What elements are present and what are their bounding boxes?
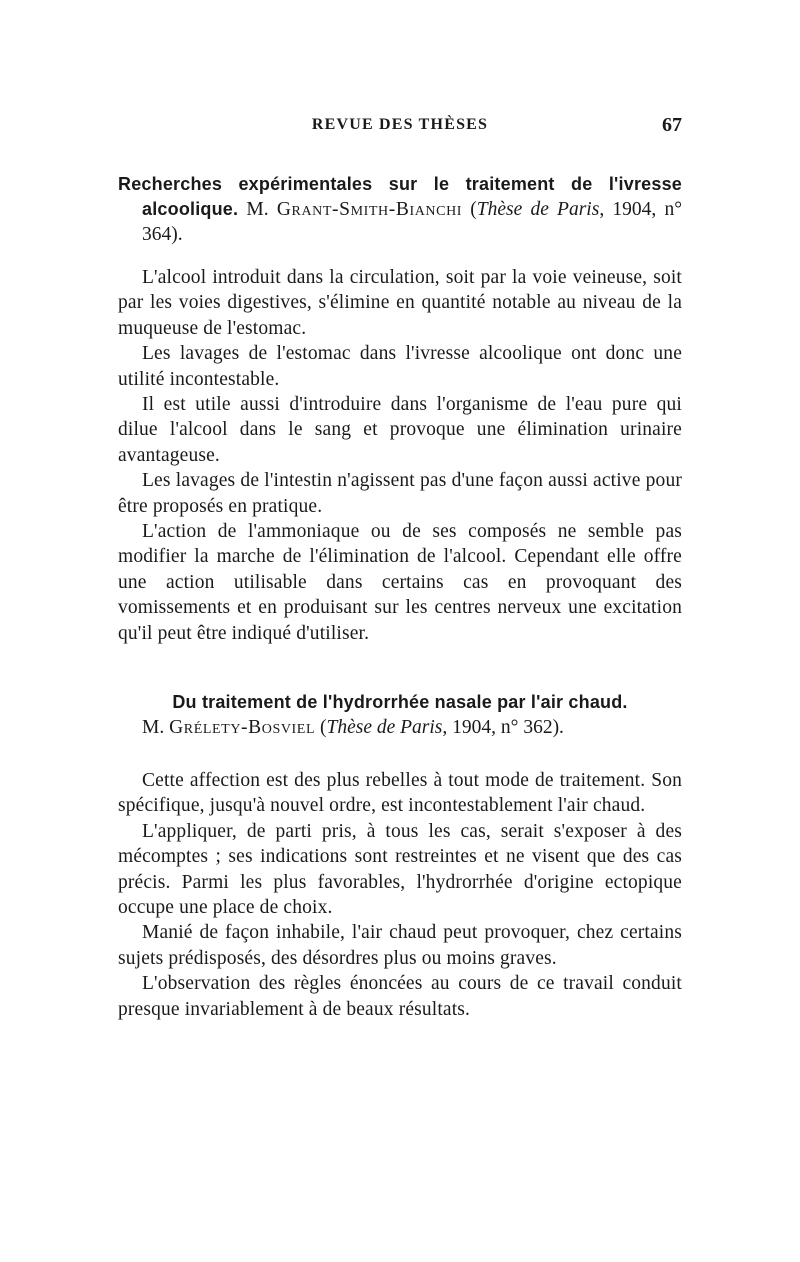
article-source: Thèse de Paris (326, 717, 443, 738)
article-alcohol-intoxication (118, 172, 682, 646)
source-details: , 1904, n° 364). (142, 199, 683, 245)
article-title: Du traitement de l'hydrorrhée nasale par l'air chaud. (172, 692, 628, 712)
source-open: ( (319, 717, 327, 738)
paragraph: L'action de l'ammoniaque ou de ses composés ne semble pas modifier la marche de l'élimination de l'alcool. Cependant elle offre une action utilisable dans certains cas en provoquant des vomissements et en produisant sur les centres nerveux une excitation qu'il peut être indiqué d'utiliser. (118, 521, 682, 644)
page-number: 67 (662, 114, 682, 136)
paragraph: Manié de façon inhabile, l'air chaud peut provoquer, chez certains sujets prédisposés, des désordres plus ou moins graves. (118, 922, 682, 969)
running-title: REVUE DES THÈSES (311, 116, 489, 133)
article-heading (118, 172, 682, 247)
article-body (118, 768, 682, 1022)
author-prefix: M. (246, 199, 269, 220)
article-byline (118, 715, 682, 740)
article-author: Grélety-Bosviel (169, 717, 316, 738)
paragraph: Il est utile aussi d'introduire dans l'organisme de l'eau pure qui dilue l'alcool dans le sang et provoque une élimination urinaire avantageuse. (118, 394, 682, 466)
article-author: Grant-Smith-Bianchi (276, 199, 463, 220)
paragraph: Cette affection est des plus rebelles à tout mode de traitement. Son spécifique, jusqu'à nouvel ordre, est incontestablement l'air chaud. (118, 770, 682, 817)
source-open: ( (470, 199, 477, 220)
paragraph: L'observation des règles énoncées au cours de ce travail conduit presque invariablement à de beaux résultats. (118, 973, 682, 1020)
paragraph: Les lavages de l'intestin n'agissent pas d'une façon aussi active pour être proposés en pratique. (118, 470, 682, 517)
article-title: Recherches expérimentales sur le traitement de l'ivresse alcoolique. (118, 174, 682, 219)
running-header (118, 116, 682, 142)
author-prefix: M. (142, 717, 165, 738)
article-heading (118, 690, 682, 740)
paragraph: Les lavages de l'estomac dans l'ivresse alcoolique ont donc une utilité incontestable. (118, 343, 682, 390)
source-details: , 1904, n° 362). (442, 717, 564, 738)
article-nasal-hydrorrhea (118, 690, 682, 1022)
paragraph: L'appliquer, de parti pris, à tous les cas, serait s'exposer à des mécomptes ; ses indications sont restreintes et ne visent que des cas précis. Parmi les plus favorables, l'hydrorrhée d'origine ectopique occupe une place de choix. (118, 820, 682, 919)
paragraph: L'alcool introduit dans la circulation, soit par la voie veineuse, soit par les voies digestives, s'élimine en quantité notable au niveau de la muqueuse de l'estomac. (118, 267, 682, 339)
article-source: Thèse de Paris (476, 199, 600, 220)
